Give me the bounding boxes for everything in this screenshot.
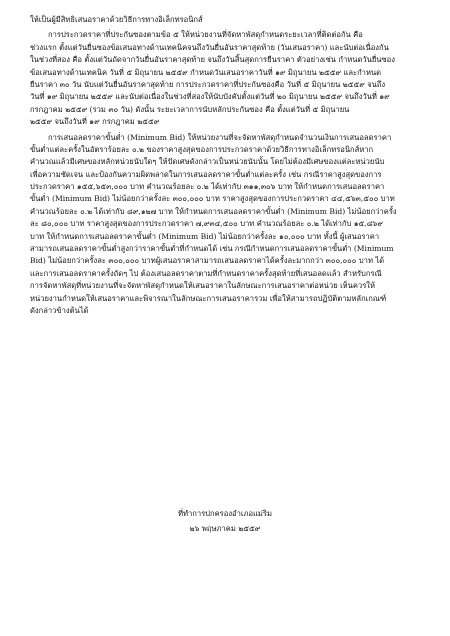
document-body [30,14,432,317]
text-line: ให้เป็นผู้มีสิทธิเสนอราคาด้วยวิธีการทางอิเล็กทรอนิกส์ [30,15,203,24]
text-line: ในช่วงที่สอง คือ ตั้งแต่วันถัดจากวันยื่นอันราคาสุดท้าย จนถึงวันสิ้นสุดการยืนราคา ตัวอย่างเช่น กำหนดวันยื่นซอง [30,55,395,65]
text-line: ๒๕๕๙ จนถึงวันที่ ๑๙ กรกฎาคม ๒๕๕๙ [30,117,160,127]
text-line: สามารถเสนอลดราคาขั้นต่ำสูงกว่าราคาขั้นต่ำที่กำหนดได้ เช่น กรณีกำหนดการเสนอลดราคาขั้นต่ำ (Minimum [30,244,394,254]
text-line: การประกวดราคาที่ประกันซองตามข้อ ๕ ให้หน่วยงานที่จัดหาพัสดุกำหนดระยะเวลาที่ติดต่อกัน คือ [48,30,363,40]
text-line: ประกวดราคา ๑๕๕,๖๕๓,๐๐๐ บาท คำนวณร้อยละ ๐.๒ ได้เท่ากับ ๓๑๑,๓๐๖ บาท ให้กำหนดการเสนอลดราคา [30,182,385,192]
text-line: ขั้นต่ำ (Minimum Bid) ไม่น้อยกว่าครั้งละ ๓๐๐,๐๐๐ บาท ราคาสูงสุดของการประกวดราคา ๔๔,๕๖๓,๕๐๐ บาท [30,194,395,204]
text-line: ช่วงแรก ตั้งแต่วันยื่นซองข้อเสนอทางด้านเทคนิคจนถึงวันยื่นอันราคาสุดท้าย (วันเสนอราคา) และนับต่อเนื่องกัน [30,42,389,52]
text-line: คำนวณแล้วมีเศษของหลักหน่วยนับใดๆ ให้ปัดเศษดังกล่าวเป็นหน่วยนับนั้น โดยไม่ต้องมีเศษของแต่ละหน่วยนับ [30,157,385,167]
text-line: วันที่ ๑๙ มิถุนายน ๒๕๕๙ และนับต่อเนื่องในช่วงที่สองให้นับบังคับตั้งแต่วันที่ ๒๐ มิถุนายน ๒๕๕๙ จนถึงวันที่ ๑๙ [30,92,390,102]
text-line: ขั้นต่ำแต่ละครั้งในอัตราร้อยละ ๐.๒ ของราคาสูงสุดของการประกวดราคาด้วยวิธีการทางอิเล็กทรอนิกส์หาก [30,144,374,154]
signature-organization: ที่ทำการปกครองอำเภอแม่ริม [177,509,273,518]
text-line: Bid) ไม่น้อยกว่าครั้งละ ๓๐๐,๐๐๐ บาทผู้เสนอราคาสามารถเสนอลดราคาได้ครั้งละมากกว่า ๓๐๐,๐๐๐ บาท ได้ [30,256,385,266]
text-line: คำนวณร้อยละ ๐.๒ ได้เท่ากับ ๘๙,๑๒๗ บาท ให้กำหนดการเสนอลดราคาขั้นต่ำ (Minimum Bid) ไม่น้อยกว่าครั้ง [30,206,397,216]
text-line: เพื่อความชัดเจน และป้องกันความผิดพลาดในการเสนอลดราคาขั้นต่ำแต่ละครั้ง เช่น กรณีราคาสูงสุดของการ [30,169,382,179]
text-line: ข้อเสนอทางด้านเทคนิค วันที่ ๕ มิถุนายน ๒๕๕๙ กำหนดวันเสนอราคาวันที่ ๑๙ มิถุนายน ๒๕๕๙ และกำหนด [30,67,382,77]
text-line: กรกฎาคม ๒๕๕๙ (รวม ๓๐ วัน) ดังนั้น ระยะเวลาการนับหลักประกันซอง คือ ตั้งแต่วันที่ ๕ มิถุนายน [30,104,350,114]
text-line: การเสนอลดราคาขั้นต่ำ (Minimum Bid) ให้หน่วยงานที่จะจัดหาพัสดุกำหนดจำนวนเงินการเสนอลดราคา [48,132,392,142]
text-line: หน่วยงานกำหนดให้เสนอราคาและพิจารณาในลักษณะการเสนอราคารวม เพื่อให้สามารถปฏิบัติตามหลักเกณฑ์ [30,293,387,303]
paragraph-p2 [30,132,432,318]
paragraph-p0 [30,14,432,26]
text-line: ละ ๘๐,๐๐๐ บาท ราคาสูงสุดของการประกวดราคา ๗,๙๓๔,๕๐๐ บาท คำนวณร้อยละ ๐.๒ ได้เท่ากับ ๑๕,๘๖๙ [30,219,383,229]
text-line: และการเสนอลดราคาครั้งถัดๆ ไป ต้องเสนอลดราคาตามที่กำหนดราคาครั้งสุดท้ายที่เสนอลดแล้ว สำหรับกรณี [30,268,382,278]
text-line: บาท ให้กำหนดการเสนอลดราคาขั้นต่ำ (Minimum Bid) ไม่น้อยกว่าครั้งละ ๑๐,๐๐๐ บาท ทั้งนี้ ผู้เสนอราคา [30,231,380,241]
text-line: ยืนราคา ๓๐ วัน นับแต่วันยื่นอันราคาสุดท้าย การประกวดราคาที่ประกันซองคือ วันที่ ๕ มิถุนายน ๒๕๕๙ จนถึง [30,79,386,89]
signature-date: ๒๖ พฤษภาคม ๒๕๕๙ [189,524,261,533]
text-line: การจัดหาพัสดุที่หน่วยงานที่จะจัดหาพัสดุกำหนดให้เสนอราคาในลักษณะการเสนอราคาต่อหน่วย เห็นควรให้ [30,281,376,291]
text-line: ดังกล่าวข้างต้นได้ [30,305,89,315]
paragraph-p1 [30,29,432,128]
